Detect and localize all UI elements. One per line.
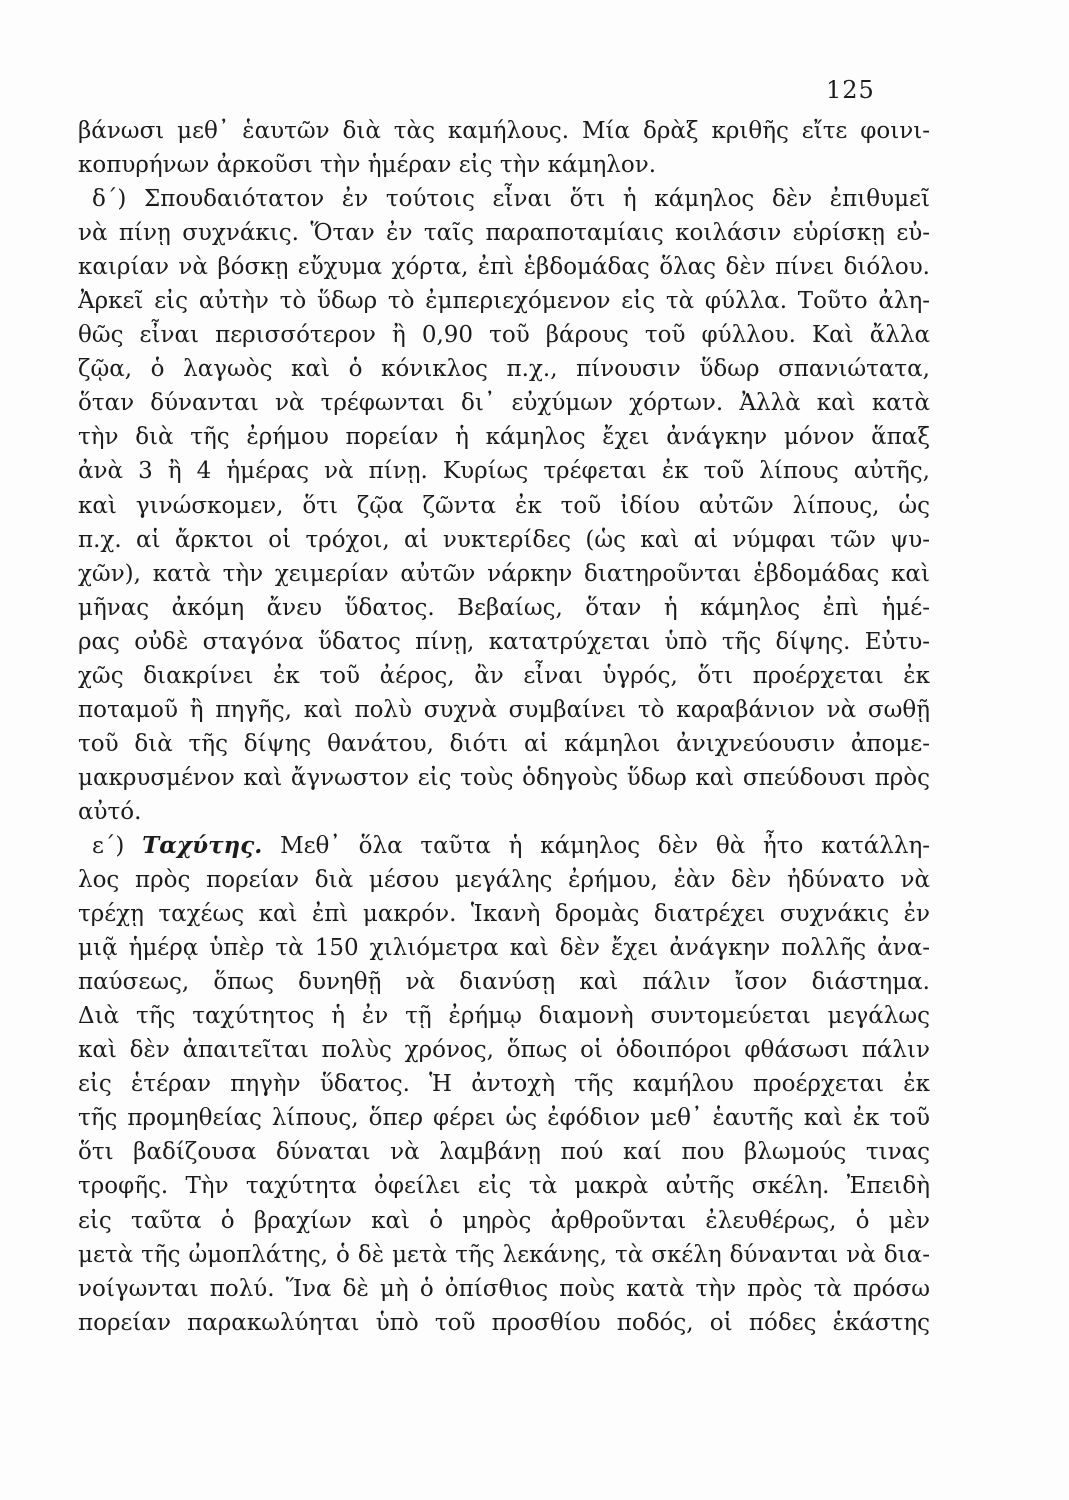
text-line: τὴν διὰ τῆς ἐρήμου πορείαν ἡ κάμηλος ἔχει ἀνάγκην μόνον ἅπαξ [78, 424, 930, 451]
text-line: πορείαν παρακωλύηται ὑπὸ τοῦ προσθίου ποδός, οἱ πόδες ἑκάστης [78, 1309, 930, 1336]
text-line: μετὰ τῆς ὠμοπλάτης, ὁ δὲ μετὰ τῆς λεκάνης, τὰ σκέλη δύνανται νὰ δια- [78, 1241, 930, 1268]
text-line: ἀνὰ 3 ἢ 4 ἡμέρας νὰ πίνῃ. Κυρίως τρέφεται ἐκ τοῦ λίπους αὐτῆς, [78, 458, 930, 485]
text-line: Διὰ τῆς ταχύτητος ἡ ἐν τῇ ἐρήμῳ διαμονὴ συντομεύεται μεγάλως [78, 1003, 930, 1030]
text-line: παύσεως, ὅπως δυνηθῇ νὰ διανύσῃ καὶ πάλιν ἴσον διάστημα. [78, 969, 930, 996]
section-title: Ταχύτης. [142, 831, 263, 859]
text-line: θῶς εἶναι περισσότερον ἢ 0,90 τοῦ βάρους τοῦ φύλλου. Καὶ ἄλλα [78, 322, 930, 349]
text-line: νὰ πίνῃ συχνάκις. Ὅταν ἐν ταῖς παραποταμίαις κοιλάσιν εὑρίσκῃ εὐ- [78, 220, 930, 247]
text-line: βάνωσι μεθ᾽ ἑαυτῶν διὰ τὰς καμήλους. Μία δρὰξ κριθῆς εἴτε φοινι- [78, 118, 930, 144]
text-line: τροφῆς. Τὴν ταχύτητα ὀφείλει εἰς τὰ μακρὰ αὐτῆς σκέλη. Ἐπειδὴ [78, 1173, 930, 1200]
text-line: χῶν), κατὰ τὴν χειμερίαν αὐτῶν νάρκην διατηροῦνται ἑβδομάδας καὶ [78, 560, 930, 587]
text-line: τοῦ διὰ τῆς δίψης θανάτου, διότι αἱ κάμηλοι ἀνιχνεύουσιν ἀπομε- [78, 730, 930, 757]
text-line: ὅτι βαδίζουσα δύναται νὰ λαμβάνῃ πού καί που βλωμούς τινας [78, 1139, 930, 1166]
text-line: καὶ δὲν ἀπαιτεῖται πολὺς χρόνος, ὅπως οἱ ὁδοιπόροι φθάσωσι πάλιν [78, 1037, 930, 1064]
text-line: χῶς διακρίνει ἐκ τοῦ ἀέρος, ἂν εἶναι ὑγρός, ὅτι προέρχεται ἐκ [78, 662, 930, 689]
text-line: π.χ. αἱ ἄρκτοι οἱ τρόχοι, αἱ νυκτερίδες (ὡς καὶ αἱ νύμφαι τῶν ψυ- [78, 526, 930, 553]
section-marker: ε΄) [92, 832, 125, 859]
text-line: ὅταν δύνανται νὰ τρέφωνται δι᾽ εὐχύμων χόρτων. Ἀλλὰ καὶ κατὰ [78, 390, 930, 417]
text-line: ρας οὐδὲ σταγόνα ὕδατος πίνῃ, κατατρύχεται ὑπὸ τῆς δίψης. Εὐτυ- [78, 628, 930, 655]
text-line: μιᾷ ἡμέρᾳ ὑπὲρ τὰ 150 χιλιόμετρα καὶ δὲν ἔχει ἀνάγκην πολλῆς ἀνα- [78, 935, 930, 962]
text-line: ποταμοῦ ἢ πηγῆς, καὶ πολὺ συχνὰ συμβαίνει τὸ καραβάνιον νὰ σωθῇ [78, 696, 930, 723]
text-line: λος πρὸς πορείαν διὰ μέσου μεγάλης ἐρήμου, ἐὰν δὲν ἠδύνατο νὰ [78, 867, 930, 894]
text-line: δ΄) Σπουδαιότατον ἐν τούτοις εἶναι ὅτι ἡ κάμηλος δὲν ἐπιθυμεῖ [92, 186, 930, 213]
page-number: 125 [826, 76, 875, 104]
text-line: μακρυσμένον καὶ ἄγνωστον εἰς τοὺς ὁδηγοὺς ὕδωρ καὶ σπεύδουσι πρὸς [78, 764, 930, 791]
text-line: Μεθ᾽ ὅλα ταῦτα ἡ κάμηλος δὲν θὰ ἦτο κατάλλη- [280, 832, 930, 859]
section-heading-line [78, 829, 930, 863]
text-line: κοπυρήνων ἀρκοῦσι τὴν ἡμέραν εἰς τὴν κάμηλον. [78, 152, 656, 179]
text-line: Ἀρκεῖ εἰς αὐτὴν τὸ ὕδωρ τὸ ἐμπεριεχόμενον εἰς τὰ φύλλα. Τοῦτο ἀλη- [78, 288, 930, 315]
body-text [78, 114, 930, 1340]
text-line: τῆς προμηθείας λίπους, ὅπερ φέρει ὡς ἐφόδιον μεθ᾽ ἑαυτῆς καὶ ἐκ τοῦ [78, 1105, 930, 1132]
text-line: καὶ γινώσκομεν, ὅτι ζῷα ζῶντα ἐκ τοῦ ἰδίου αὐτῶν λίπους, ὡς [78, 492, 930, 519]
text-line: εἰς ἑτέραν πηγὴν ὕδατος. Ἡ ἀντοχὴ τῆς καμήλου προέρχεται ἐκ [78, 1071, 930, 1098]
text-line: καιρίαν νὰ βόσκῃ εὔχυμα χόρτα, ἐπὶ ἑβδομάδας ὅλας δὲν πίνει διόλου. [78, 254, 930, 281]
text-line: μῆνας ἀκόμη ἄνευ ὕδατος. Βεβαίως, ὅταν ἡ κάμηλος ἐπὶ ἡμέ- [78, 594, 930, 621]
text-line: αὐτό. [78, 798, 142, 825]
text-line: ζῷα, ὁ λαγωὸς καὶ ὁ κόνικλος π.χ., πίνουσιν ὕδωρ σπανιώτατα, [78, 356, 930, 383]
text-line: τρέχῃ ταχέως καὶ ἐπὶ μακρόν. Ἱκανὴ δρομὰς διατρέχει συχνάκις ἐν [78, 901, 930, 928]
text-line: εἰς ταῦτα ὁ βραχίων καὶ ὁ μηρὸς ἀρθροῦνται ἐλευθέρως, ὁ μὲν [78, 1207, 930, 1234]
text-line: νοίγωνται πολύ. Ἵνα δὲ μὴ ὁ ὀπίσθιος ποὺς κατὰ τὴν πρὸς τὰ πρόσω [78, 1275, 930, 1302]
